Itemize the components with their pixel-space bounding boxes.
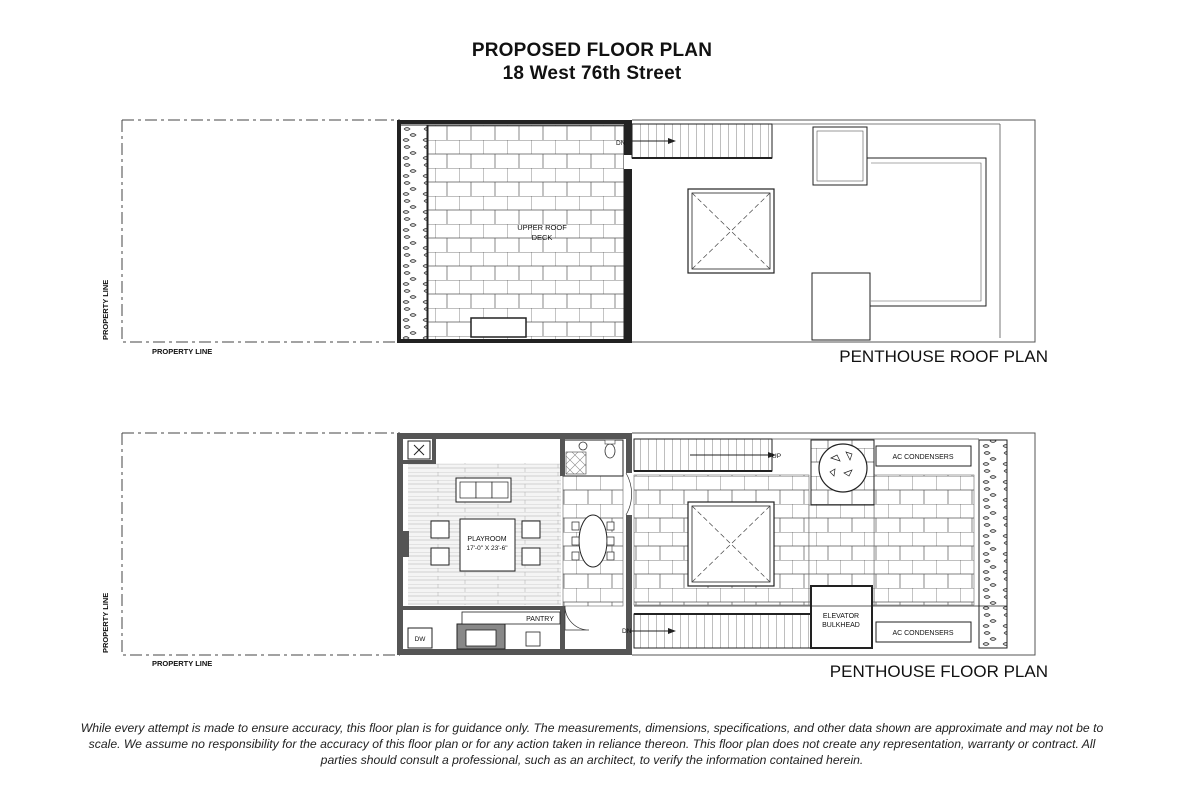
upper-roof-deck bbox=[428, 125, 624, 341]
pantry-appliance bbox=[526, 632, 540, 646]
door-swing-2 bbox=[565, 606, 589, 630]
disclaimer-text: While every attempt is made to ensure accuracy, this floor plan is for guidance only. The measurements, dimensions, specifications, and other data shown are approximate and may not be to scale. We assume no responsibility for the accuracy of this floor plan or for any action taken in reliance thereon. This floor plan does not create any representation, warranty or contract. All parties should consult a professional, such as an architect, to verify the information contained herein. bbox=[80, 721, 1104, 767]
roof-plan bbox=[101, 120, 1048, 366]
door-swing-1 bbox=[626, 473, 632, 515]
floor-property-line-horizontal: PROPERTY LINE bbox=[152, 659, 213, 668]
ac-label-top: AC CONDENSERS bbox=[892, 454, 954, 461]
pantry-label: PANTRY bbox=[526, 616, 554, 623]
chair-1 bbox=[431, 521, 449, 538]
stair-dn-label: DN bbox=[622, 628, 632, 635]
plan-address: 18 West 76th Street bbox=[502, 63, 682, 84]
stair-up-label: UP bbox=[772, 453, 782, 460]
floor-property-line bbox=[122, 433, 400, 655]
roof-door-opening bbox=[624, 155, 632, 169]
roof-bulkhead-box bbox=[813, 127, 867, 185]
elevator-label-1: ELEVATOR bbox=[822, 613, 860, 620]
toilet bbox=[605, 444, 615, 458]
dw-label: DW bbox=[414, 636, 426, 643]
terrace-tile-right bbox=[874, 475, 974, 605]
floor-property-line-vertical: PROPERTY LINE bbox=[101, 592, 110, 653]
roof-deck-label-1: UPPER ROOF bbox=[517, 223, 567, 232]
bath-tile bbox=[566, 452, 586, 474]
roof-stair-label: DN bbox=[616, 140, 626, 147]
roof-property-line-horizontal: PROPERTY LINE bbox=[152, 347, 213, 356]
roof-property-line-vertical: PROPERTY LINE bbox=[101, 279, 110, 340]
roof-deck-label-2: DECK bbox=[531, 233, 553, 242]
roof-parapet-frame bbox=[867, 158, 986, 306]
elevator-label-2: BULKHEAD bbox=[822, 622, 860, 629]
patio-table bbox=[819, 444, 867, 492]
roof-deck-bench bbox=[471, 318, 526, 337]
roof-property-line bbox=[122, 120, 400, 342]
roof-elevator-box bbox=[812, 273, 870, 340]
floor-plan-caption: PENTHOUSE FLOOR PLAN bbox=[829, 662, 1048, 681]
floor-plan bbox=[101, 433, 1048, 681]
roof-plan-caption: PENTHOUSE ROOF PLAN bbox=[839, 347, 1048, 366]
floor-planter bbox=[979, 440, 1007, 648]
chair-2 bbox=[431, 548, 449, 565]
chair-4 bbox=[522, 548, 540, 565]
dining-table bbox=[579, 515, 607, 567]
plan-title: PROPOSED FLOOR PLAN bbox=[471, 40, 713, 61]
playroom-dims: 17'-0" X 23'-6" bbox=[466, 545, 508, 552]
sink bbox=[579, 442, 587, 450]
ac-label-bottom: AC CONDENSERS bbox=[892, 630, 954, 637]
chair-3 bbox=[522, 521, 540, 538]
playroom-label: PLAYROOM bbox=[467, 536, 507, 543]
roof-planter bbox=[400, 125, 427, 341]
